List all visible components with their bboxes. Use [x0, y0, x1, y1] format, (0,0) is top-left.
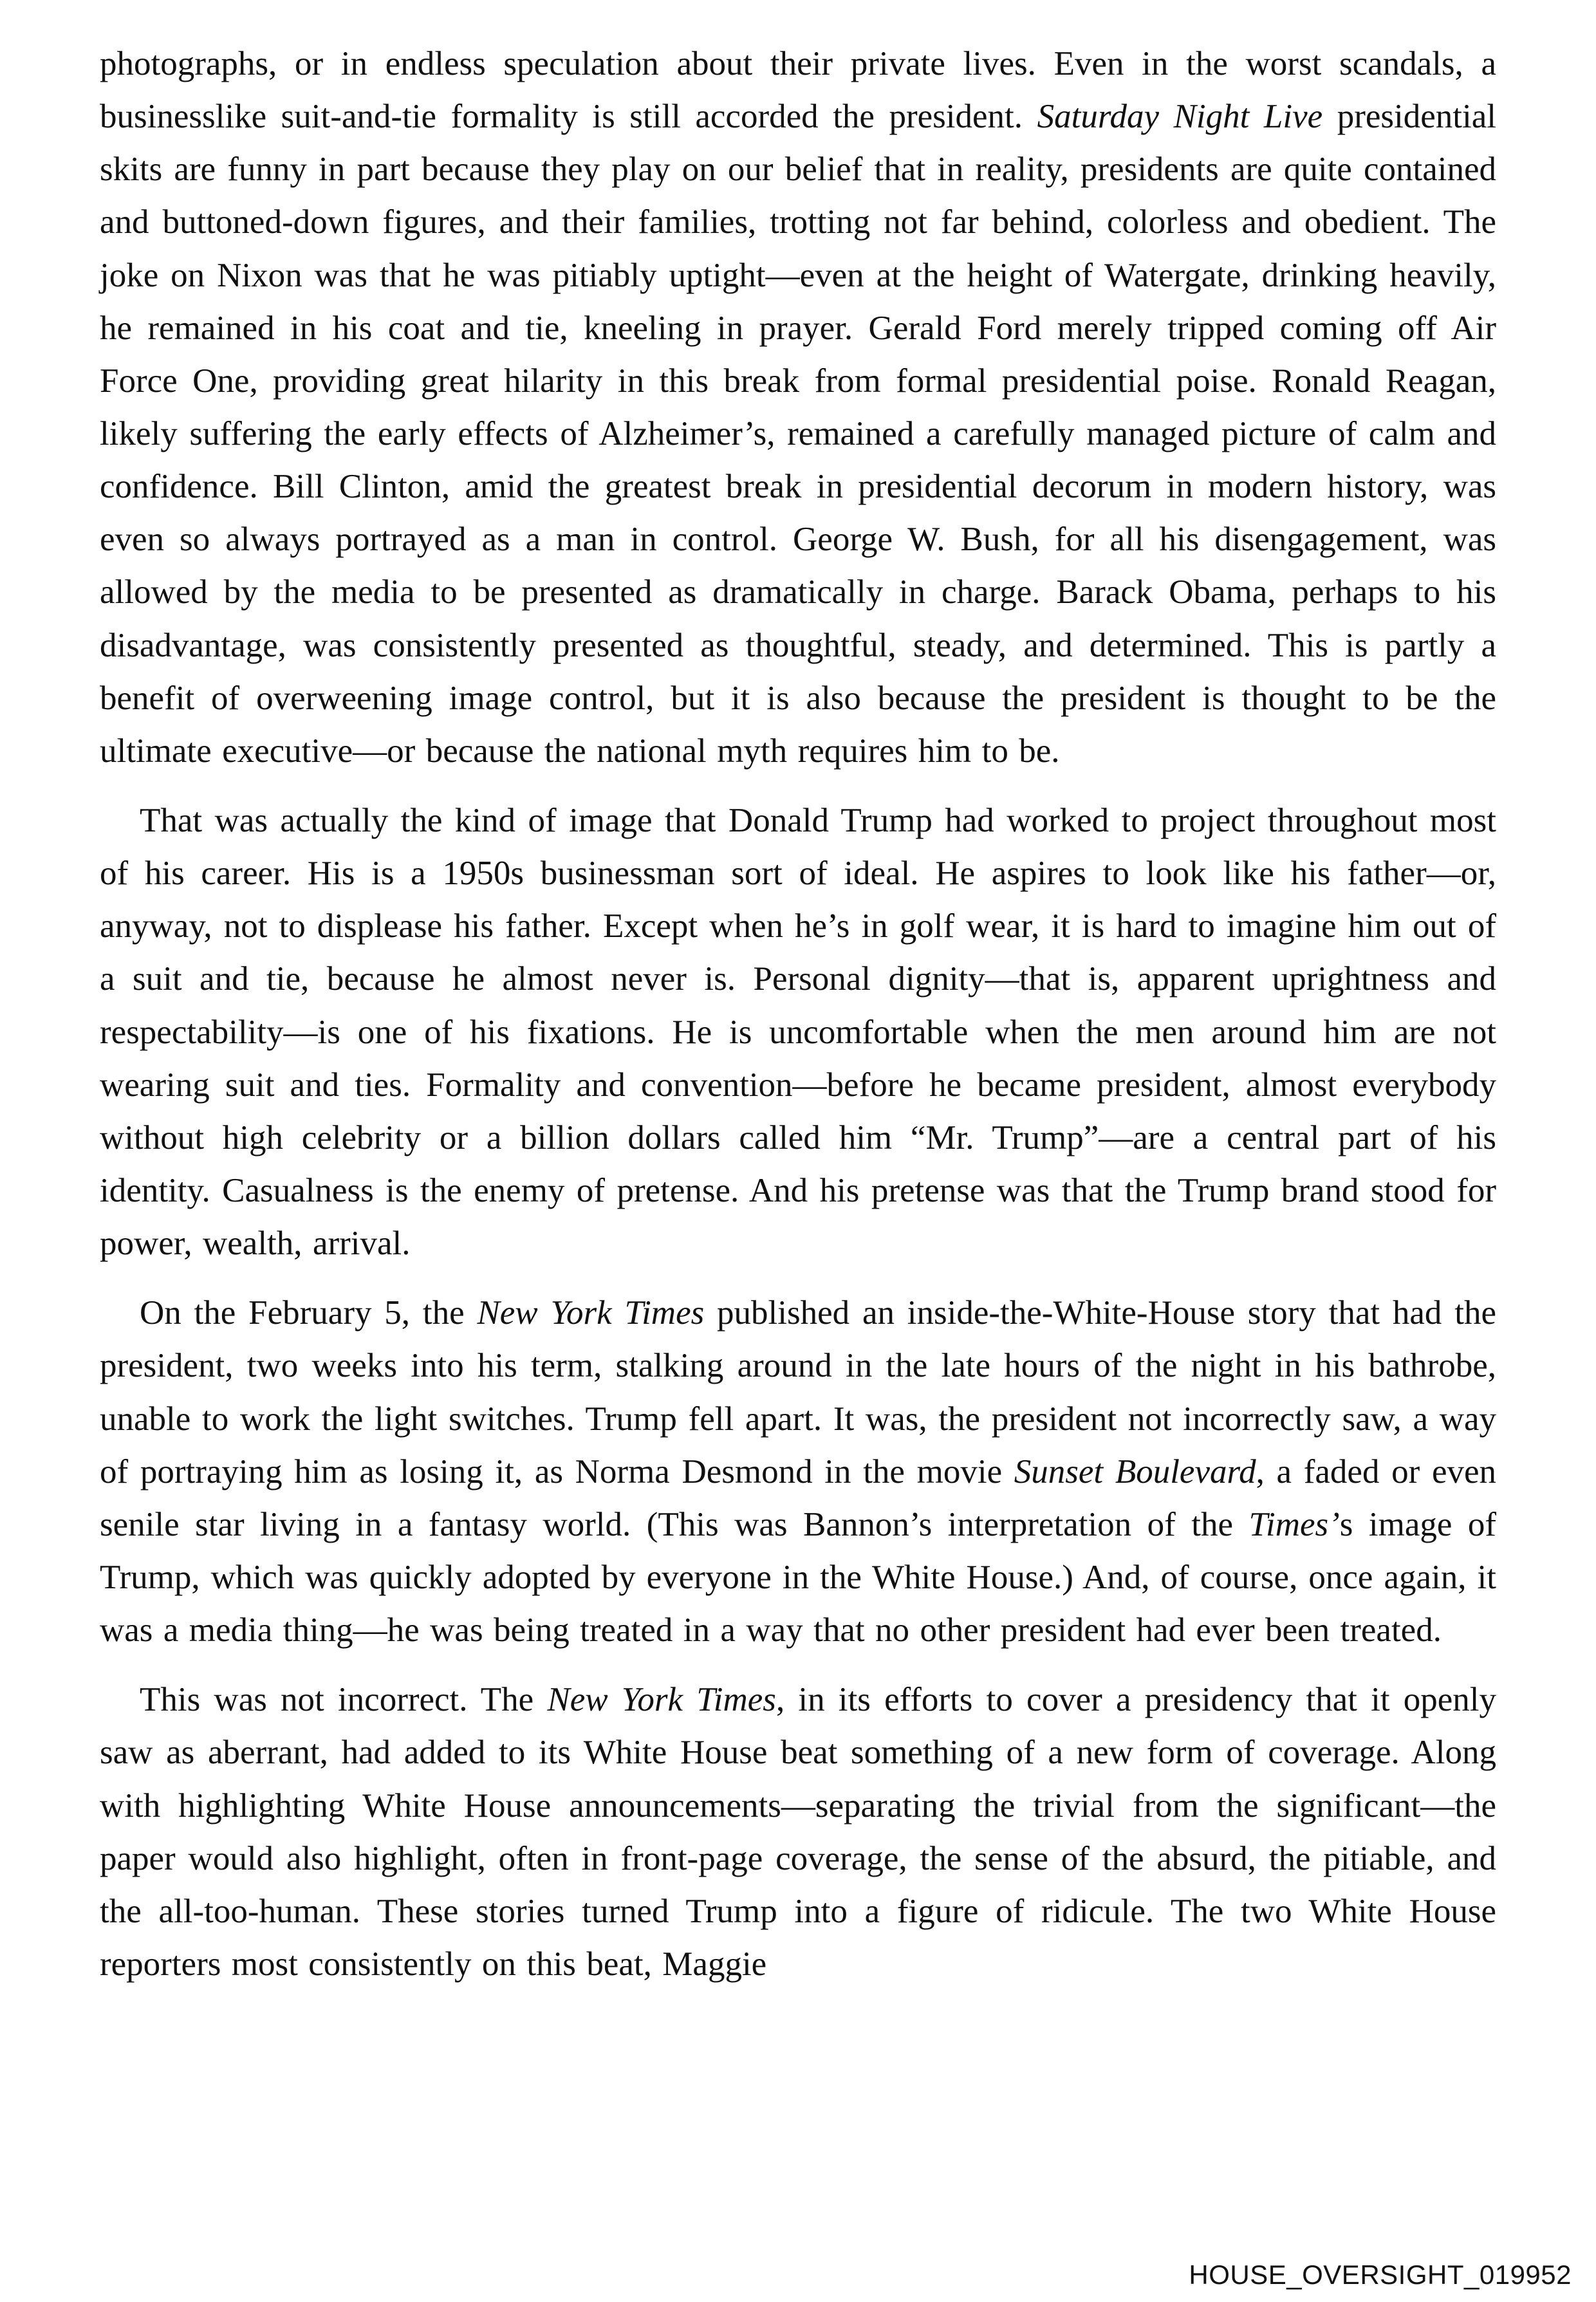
paragraph-text-italic: Times’ [1248, 1505, 1340, 1543]
paragraph [100, 1673, 1496, 1991]
paragraph-text-italic: Sunset Boulevard [1014, 1453, 1256, 1490]
paragraph-text: This was not incorrect. The [140, 1681, 548, 1719]
paragraph [100, 37, 1496, 777]
paragraph-text-italic: Saturday Night Live [1037, 98, 1323, 136]
paragraph-text: photographs, or in endless speculation about their private lives. Even in the worst scandals, a businesslike suit-and-tie formality is still accorded the president. [100, 45, 1496, 136]
paragraph-text: That was actually the kind of image that Donald Trump had worked to project throughout most of his career. His is a 1950s businessman sort of ideal. He aspires to look like his father—or, anyway, not to displease his father. Except when he’s in golf wear, it is hard to imagine him out of a suit and tie, because he almost never is. Personal dignity—that is, apparent uprightness and respectability—is one of his fixations. He is uncomfortable when the men around him are not wearing suit and ties. Formality and convention—before he became president, almost everybody without high celebrity or a billion dollars called him “Mr. Trump”—are a central part of his identity. Casualness is the enemy of pretense. And his pretense was that the Trump brand stood for power, wealth, arrival. [100, 801, 1496, 1263]
paragraph [100, 1286, 1496, 1657]
paragraph-text: , in its efforts to cover a presidency that it openly saw as aberrant, had added to its White House beat something of a new form of coverage. Along with highlighting White House announcements—separating the trivial from the significant—the paper would also highlight, often in front-page coverage, the sense of the absurd, the pitiable, and the all-too-human. These stories turned Trump into a figure of ridicule. The two White House reporters most consistently on this beat, Maggie [100, 1681, 1496, 1983]
paragraph-text: published an inside-the-White-House story that had the president, two weeks into his term, stalking around in the late hours of the night in his bathrobe, unable to work the light switches. Trump fell apart. It was, the president not incorrectly saw, a way of portraying him as losing it, as Norma Desmond in the movie [100, 1294, 1496, 1490]
paragraph [100, 794, 1496, 1270]
paragraph-text: On the February 5, the [140, 1294, 478, 1332]
bates-number: HOUSE_OVERSIGHT_019952 [1189, 2260, 1572, 2290]
paragraph-text: s image of Trump, which was quickly adopted by everyone in the White House.) And, of course, once again, it was a media thing—he was being treated in a way that no other president had ever been treated. [100, 1505, 1496, 1649]
paragraph-text-italic: New York Times [547, 1681, 776, 1719]
paragraph-text: presidential skits are funny in part because they play on our belief that in reality, presidents are quite contained and buttoned-down figures, and their families, trotting not far behind, colorless and obedient. The joke on Nixon was that he was pitiably uptight—even at the height of Watergate, drinking heavily, he remained in his coat and tie, kneeling in prayer. Gerald Ford merely tripped coming off Air Force One, providing great hilarity in this break from formal presidential poise. Ronald Reagan, likely suffering the early effects of Alzheimer’s, remained a carefully managed picture of calm and confidence. Bill Clinton, amid the greatest break in presidential decorum in modern history, was even so always portrayed as a man in control. George W. Bush, for all his disengagement, was allowed by the media to be presented as dramatically in charge. Barack Obama, perhaps to his disadvantage, was consistently presented as thoughtful, steady, and determined. This is partly a benefit of overweening image control, but it is also because the president is thought to be the ultimate executive—or because the national myth requires him to be. [100, 98, 1496, 770]
paragraph-text-italic: New York Times [477, 1294, 705, 1332]
paragraph-text: , a faded or even senile star living in a fantasy world. (This was Bannon’s interpretation of the [100, 1453, 1496, 1543]
